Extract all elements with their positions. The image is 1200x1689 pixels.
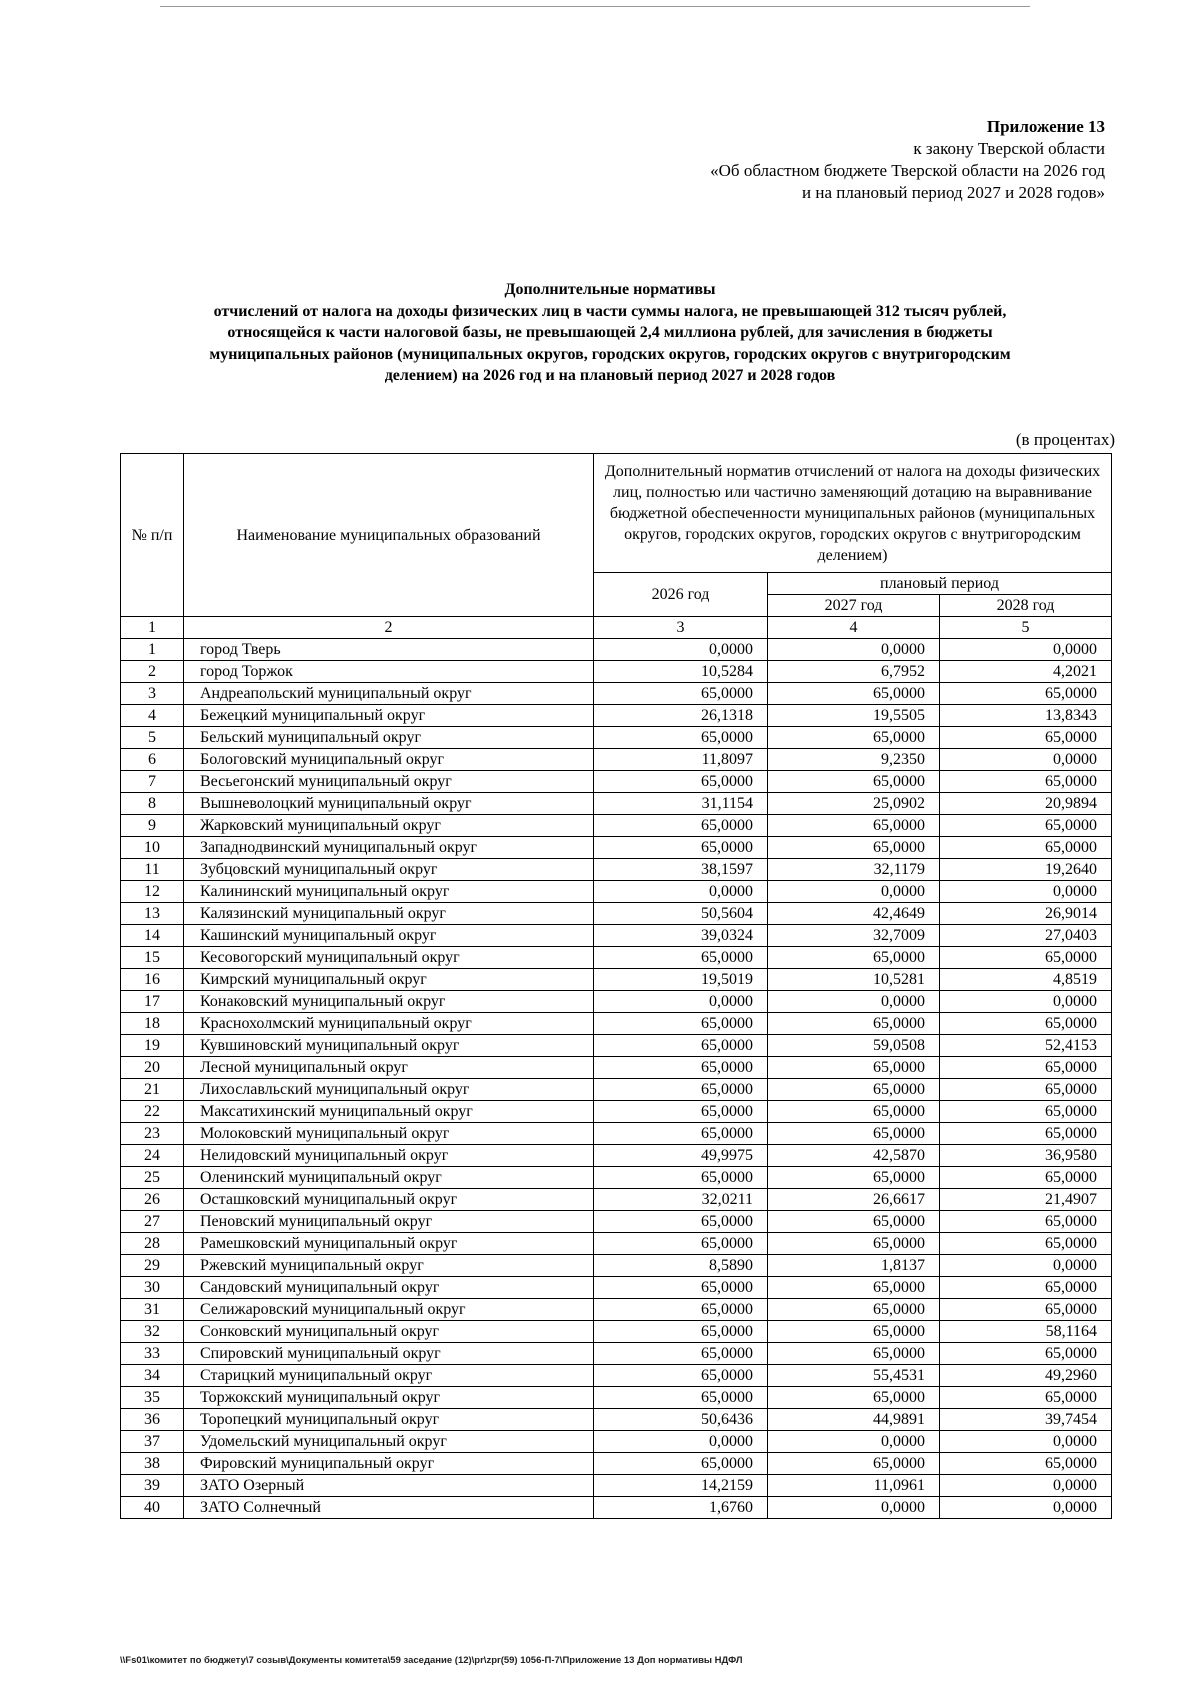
value-2027: 42,5870 [768, 1145, 940, 1167]
value-2028: 65,0000 [940, 1233, 1112, 1255]
value-2028: 26,9014 [940, 903, 1112, 925]
table-row [121, 727, 1112, 749]
value-2028: 20,9894 [940, 793, 1112, 815]
value-2028: 65,0000 [940, 1211, 1112, 1233]
municipality-name: Кашинский муниципальный округ [184, 925, 594, 947]
column-numbers-row [121, 617, 1112, 639]
value-2027: 32,7009 [768, 925, 940, 947]
value-2028: 65,0000 [940, 1387, 1112, 1409]
row-number: 2 [121, 661, 184, 683]
municipality-name: Калязинский муниципальный округ [184, 903, 594, 925]
table-row [121, 1035, 1112, 1057]
row-number: 31 [121, 1299, 184, 1321]
header-norm: Дополнительный норматив отчислений от налога на доходы физических лиц, полностью или частично заменяющий дотацию на выравнивание бюджетной обеспеченности муниципальных районов (муниципальных округов, городских округов, городских округов с внутригородским делением) [594, 454, 1112, 573]
value-2027: 65,0000 [768, 947, 940, 969]
table-row [121, 859, 1112, 881]
municipality-name: Пеновский муниципальный округ [184, 1211, 594, 1233]
value-2026: 1,6760 [594, 1497, 768, 1519]
value-2027: 9,2350 [768, 749, 940, 771]
municipality-name: Максатихинский муниципальный округ [184, 1101, 594, 1123]
value-2026: 65,0000 [594, 1233, 768, 1255]
heading-line-2: отчислений от налога на доходы физических лиц в части суммы налога, не превышающей 312 тысяч рублей, [213, 302, 1007, 320]
value-2026: 32,0211 [594, 1189, 768, 1211]
municipality-name: ЗАТО Солнечный [184, 1497, 594, 1519]
header-2028: 2028 год [940, 595, 1112, 617]
colnum-3: 3 [594, 617, 768, 639]
value-2028: 0,0000 [940, 1431, 1112, 1453]
municipality-name: Старицкий муниципальный округ [184, 1365, 594, 1387]
value-2026: 65,0000 [594, 683, 768, 705]
value-2028: 65,0000 [940, 1101, 1112, 1123]
table-row [121, 1453, 1112, 1475]
row-number: 1 [121, 639, 184, 661]
value-2028: 52,4153 [940, 1035, 1112, 1057]
heading-line-4: муниципальных районов (муниципальных округов, городских округов, городских округов с внутригородским [209, 345, 1011, 363]
value-2027: 26,6617 [768, 1189, 940, 1211]
table-row [121, 881, 1112, 903]
row-number: 34 [121, 1365, 184, 1387]
value-2028: 65,0000 [940, 771, 1112, 793]
value-2026: 65,0000 [594, 1013, 768, 1035]
value-2027: 65,0000 [768, 1123, 940, 1145]
table-row [121, 705, 1112, 727]
table-row [121, 837, 1112, 859]
value-2028: 0,0000 [940, 1255, 1112, 1277]
table-row [121, 815, 1112, 837]
row-number: 28 [121, 1233, 184, 1255]
table-row [121, 1431, 1112, 1453]
municipality-name: Весьегонский муниципальный округ [184, 771, 594, 793]
value-2028: 65,0000 [940, 1079, 1112, 1101]
table-row [121, 1167, 1112, 1189]
value-2028: 65,0000 [940, 683, 1112, 705]
row-number: 18 [121, 1013, 184, 1035]
value-2026: 65,0000 [594, 1035, 768, 1057]
row-number: 27 [121, 1211, 184, 1233]
appendix-block [710, 116, 1105, 204]
municipality-name: Андреапольский муниципальный округ [184, 683, 594, 705]
row-number: 23 [121, 1123, 184, 1145]
value-2026: 10,5284 [594, 661, 768, 683]
table-row [121, 1123, 1112, 1145]
value-2027: 55,4531 [768, 1365, 940, 1387]
value-2027: 65,0000 [768, 1277, 940, 1299]
value-2028: 0,0000 [940, 639, 1112, 661]
table-row [121, 749, 1112, 771]
row-number: 26 [121, 1189, 184, 1211]
scan-artifact-line [160, 6, 1030, 7]
table-row [121, 661, 1112, 683]
value-2028: 58,1164 [940, 1321, 1112, 1343]
table-row [121, 639, 1112, 661]
table-row [121, 1409, 1112, 1431]
table-row [121, 1057, 1112, 1079]
row-number: 4 [121, 705, 184, 727]
colnum-2: 2 [184, 617, 594, 639]
value-2028: 65,0000 [940, 1277, 1112, 1299]
table-row [121, 1145, 1112, 1167]
row-number: 22 [121, 1101, 184, 1123]
value-2026: 65,0000 [594, 1277, 768, 1299]
row-number: 40 [121, 1497, 184, 1519]
value-2026: 65,0000 [594, 947, 768, 969]
value-2027: 65,0000 [768, 1057, 940, 1079]
value-2027: 65,0000 [768, 727, 940, 749]
colnum-1: 1 [121, 617, 184, 639]
row-number: 29 [121, 1255, 184, 1277]
municipality-name: Калининский муниципальный округ [184, 881, 594, 903]
row-number: 8 [121, 793, 184, 815]
value-2026: 65,0000 [594, 1123, 768, 1145]
value-2026: 38,1597 [594, 859, 768, 881]
municipality-name: ЗАТО Озерный [184, 1475, 594, 1497]
municipality-name: Краснохолмский муниципальный округ [184, 1013, 594, 1035]
value-2027: 0,0000 [768, 639, 940, 661]
table-row [121, 991, 1112, 1013]
value-2027: 65,0000 [768, 771, 940, 793]
row-number: 14 [121, 925, 184, 947]
value-2027: 65,0000 [768, 1343, 940, 1365]
municipality-name: Бологовский муниципальный округ [184, 749, 594, 771]
table-row [121, 771, 1112, 793]
table-body [121, 639, 1112, 1519]
table-row [121, 1101, 1112, 1123]
row-number: 20 [121, 1057, 184, 1079]
value-2027: 59,0508 [768, 1035, 940, 1057]
row-number: 9 [121, 815, 184, 837]
table-row [121, 1321, 1112, 1343]
value-2028: 65,0000 [940, 947, 1112, 969]
value-2026: 50,6436 [594, 1409, 768, 1431]
table-row [121, 1013, 1112, 1035]
table-row [121, 947, 1112, 969]
value-2026: 50,5604 [594, 903, 768, 925]
header-num: № п/п [121, 454, 184, 617]
municipality-name: Осташковский муниципальный округ [184, 1189, 594, 1211]
value-2026: 26,1318 [594, 705, 768, 727]
row-number: 19 [121, 1035, 184, 1057]
row-number: 37 [121, 1431, 184, 1453]
municipality-name: город Тверь [184, 639, 594, 661]
value-2026: 65,0000 [594, 815, 768, 837]
unit-label: (в процентах) [1015, 430, 1115, 449]
value-2026: 65,0000 [594, 1299, 768, 1321]
value-2027: 65,0000 [768, 1079, 940, 1101]
value-2027: 65,0000 [768, 837, 940, 859]
table-row [121, 793, 1112, 815]
municipality-name: Лесной муниципальный округ [184, 1057, 594, 1079]
value-2028: 27,0403 [940, 925, 1112, 947]
value-2026: 65,0000 [594, 837, 768, 859]
value-2028: 65,0000 [940, 815, 1112, 837]
value-2028: 65,0000 [940, 1057, 1112, 1079]
municipality-name: Оленинский муниципальный округ [184, 1167, 594, 1189]
colnum-4: 4 [768, 617, 940, 639]
table-row [121, 1277, 1112, 1299]
value-2028: 0,0000 [940, 1497, 1112, 1519]
table-row [121, 1475, 1112, 1497]
value-2026: 65,0000 [594, 771, 768, 793]
value-2026: 19,5019 [594, 969, 768, 991]
value-2028: 0,0000 [940, 881, 1112, 903]
table-row [121, 1343, 1112, 1365]
row-number: 7 [121, 771, 184, 793]
row-number: 39 [121, 1475, 184, 1497]
value-2026: 11,8097 [594, 749, 768, 771]
value-2027: 0,0000 [768, 1431, 940, 1453]
value-2028: 4,2021 [940, 661, 1112, 683]
heading-line-3: относящейся к части налоговой базы, не превышающей 2,4 миллиона рублей, для зачисления в бюджеты [227, 324, 993, 341]
municipality-name: Кувшиновский муниципальный округ [184, 1035, 594, 1057]
municipality-name: Западнодвинский муниципальный округ [184, 837, 594, 859]
value-2026: 65,0000 [594, 1387, 768, 1409]
table-row [121, 1211, 1112, 1233]
value-2028: 13,8343 [940, 705, 1112, 727]
norms-table [120, 453, 1112, 1519]
municipality-name: Бежецкий муниципальный округ [184, 705, 594, 727]
table-row [121, 1079, 1112, 1101]
value-2026: 49,9975 [594, 1145, 768, 1167]
row-number: 10 [121, 837, 184, 859]
value-2028: 39,7454 [940, 1409, 1112, 1431]
row-number: 21 [121, 1079, 184, 1101]
municipality-name: Селижаровский муниципальный округ [184, 1299, 594, 1321]
header-name: Наименование муниципальных образований [184, 454, 594, 617]
row-number: 36 [121, 1409, 184, 1431]
row-number: 38 [121, 1453, 184, 1475]
value-2026: 65,0000 [594, 1101, 768, 1123]
value-2027: 65,0000 [768, 1299, 940, 1321]
row-number: 6 [121, 749, 184, 771]
municipality-name: Конаковский муниципальный округ [184, 991, 594, 1013]
municipality-name: Нелидовский муниципальный округ [184, 1145, 594, 1167]
municipality-name: Бельский муниципальный округ [184, 727, 594, 749]
value-2028: 65,0000 [940, 727, 1112, 749]
value-2028: 19,2640 [940, 859, 1112, 881]
table-row [121, 683, 1112, 705]
value-2026: 0,0000 [594, 881, 768, 903]
appendix-line-1: к закону Тверской области [913, 139, 1105, 158]
municipality-name: Торопецкий муниципальный округ [184, 1409, 594, 1431]
row-number: 35 [121, 1387, 184, 1409]
value-2026: 65,0000 [594, 1453, 768, 1475]
value-2027: 0,0000 [768, 991, 940, 1013]
row-number: 5 [121, 727, 184, 749]
value-2027: 65,0000 [768, 1233, 940, 1255]
row-number: 13 [121, 903, 184, 925]
value-2028: 65,0000 [940, 837, 1112, 859]
value-2027: 32,1179 [768, 859, 940, 881]
municipality-name: Жарковский муниципальный округ [184, 815, 594, 837]
value-2027: 0,0000 [768, 881, 940, 903]
value-2028: 0,0000 [940, 991, 1112, 1013]
value-2026: 31,1154 [594, 793, 768, 815]
table-row [121, 1387, 1112, 1409]
value-2026: 65,0000 [594, 727, 768, 749]
value-2028: 65,0000 [940, 1013, 1112, 1035]
value-2028: 65,0000 [940, 1299, 1112, 1321]
municipality-name: Сандовский муниципальный округ [184, 1277, 594, 1299]
value-2026: 65,0000 [594, 1211, 768, 1233]
row-number: 30 [121, 1277, 184, 1299]
heading-line-5: делением) на 2026 год и на плановый период 2027 и 2028 годов [384, 367, 836, 384]
municipality-name: Фировский муниципальный округ [184, 1453, 594, 1475]
value-2027: 25,0902 [768, 793, 940, 815]
value-2027: 44,9891 [768, 1409, 940, 1431]
value-2026: 0,0000 [594, 991, 768, 1013]
value-2027: 10,5281 [768, 969, 940, 991]
row-number: 3 [121, 683, 184, 705]
header-plan-period: плановый период [768, 573, 1112, 595]
value-2026: 65,0000 [594, 1079, 768, 1101]
value-2026: 0,0000 [594, 1431, 768, 1453]
table-row [121, 1299, 1112, 1321]
table-row [121, 1255, 1112, 1277]
municipality-name: Кесовогорский муниципальный округ [184, 947, 594, 969]
value-2028: 0,0000 [940, 749, 1112, 771]
municipality-name: Сонковский муниципальный округ [184, 1321, 594, 1343]
table-row [121, 925, 1112, 947]
value-2027: 1,8137 [768, 1255, 940, 1277]
value-2027: 11,0961 [768, 1475, 940, 1497]
municipality-name: Кимрский муниципальный округ [184, 969, 594, 991]
row-number: 25 [121, 1167, 184, 1189]
value-2028: 21,4907 [940, 1189, 1112, 1211]
value-2027: 65,0000 [768, 1013, 940, 1035]
table-row [121, 1189, 1112, 1211]
value-2027: 65,0000 [768, 1387, 940, 1409]
row-number: 24 [121, 1145, 184, 1167]
municipality-name: Зубцовский муниципальный округ [184, 859, 594, 881]
value-2026: 65,0000 [594, 1365, 768, 1387]
row-number: 17 [121, 991, 184, 1013]
table-row [121, 903, 1112, 925]
value-2026: 39,0324 [594, 925, 768, 947]
appendix-title: Приложение 13 [986, 117, 1105, 136]
document-heading [110, 279, 1110, 387]
value-2027: 65,0000 [768, 1453, 940, 1475]
value-2027: 65,0000 [768, 1101, 940, 1123]
value-2028: 49,2960 [940, 1365, 1112, 1387]
value-2026: 65,0000 [594, 1321, 768, 1343]
row-number: 32 [121, 1321, 184, 1343]
file-path-footer: \\Fs01\комитет по бюджету\7 созыв\Документы комитета\59 заседание (12)\pr\zpr(59) 1056-П-7\Приложение 13 Доп нормативы НДФЛ [120, 1655, 743, 1666]
table-row [121, 969, 1112, 991]
value-2027: 65,0000 [768, 1321, 940, 1343]
value-2027: 65,0000 [768, 1167, 940, 1189]
appendix-line-3: и на плановый период 2027 и 2028 годов» [802, 183, 1105, 202]
value-2028: 4,8519 [940, 969, 1112, 991]
value-2028: 65,0000 [940, 1123, 1112, 1145]
colnum-5: 5 [940, 617, 1112, 639]
value-2028: 36,9580 [940, 1145, 1112, 1167]
value-2026: 14,2159 [594, 1475, 768, 1497]
value-2028: 65,0000 [940, 1343, 1112, 1365]
value-2028: 0,0000 [940, 1475, 1112, 1497]
value-2027: 0,0000 [768, 1497, 940, 1519]
value-2026: 65,0000 [594, 1167, 768, 1189]
row-number: 12 [121, 881, 184, 903]
value-2026: 65,0000 [594, 1057, 768, 1079]
value-2027: 42,4649 [768, 903, 940, 925]
table-row [121, 1365, 1112, 1387]
header-2027: 2027 год [768, 595, 940, 617]
municipality-name: Лихославльский муниципальный округ [184, 1079, 594, 1101]
row-number: 16 [121, 969, 184, 991]
value-2027: 65,0000 [768, 815, 940, 837]
row-number: 11 [121, 859, 184, 881]
value-2028: 65,0000 [940, 1453, 1112, 1475]
row-number: 33 [121, 1343, 184, 1365]
row-number: 15 [121, 947, 184, 969]
table-row [121, 1233, 1112, 1255]
municipality-name: Спировский муниципальный округ [184, 1343, 594, 1365]
heading-line-1: Дополнительные нормативы [504, 281, 716, 298]
municipality-name: Рамешковский муниципальный округ [184, 1233, 594, 1255]
municipality-name: Торжокский муниципальный округ [184, 1387, 594, 1409]
value-2027: 19,5505 [768, 705, 940, 727]
header-2026: 2026 год [594, 573, 768, 617]
value-2026: 65,0000 [594, 1343, 768, 1365]
value-2026: 8,5890 [594, 1255, 768, 1277]
municipality-name: город Торжок [184, 661, 594, 683]
municipality-name: Вышневолоцкий муниципальный округ [184, 793, 594, 815]
table-row [121, 1497, 1112, 1519]
value-2027: 6,7952 [768, 661, 940, 683]
value-2026: 0,0000 [594, 639, 768, 661]
municipality-name: Удомельский муниципальный округ [184, 1431, 594, 1453]
value-2028: 65,0000 [940, 1167, 1112, 1189]
municipality-name: Молоковский муниципальный округ [184, 1123, 594, 1145]
appendix-line-2: «Об областном бюджете Тверской области на 2026 год [710, 161, 1105, 180]
value-2027: 65,0000 [768, 1211, 940, 1233]
value-2027: 65,0000 [768, 683, 940, 705]
municipality-name: Ржевский муниципальный округ [184, 1255, 594, 1277]
